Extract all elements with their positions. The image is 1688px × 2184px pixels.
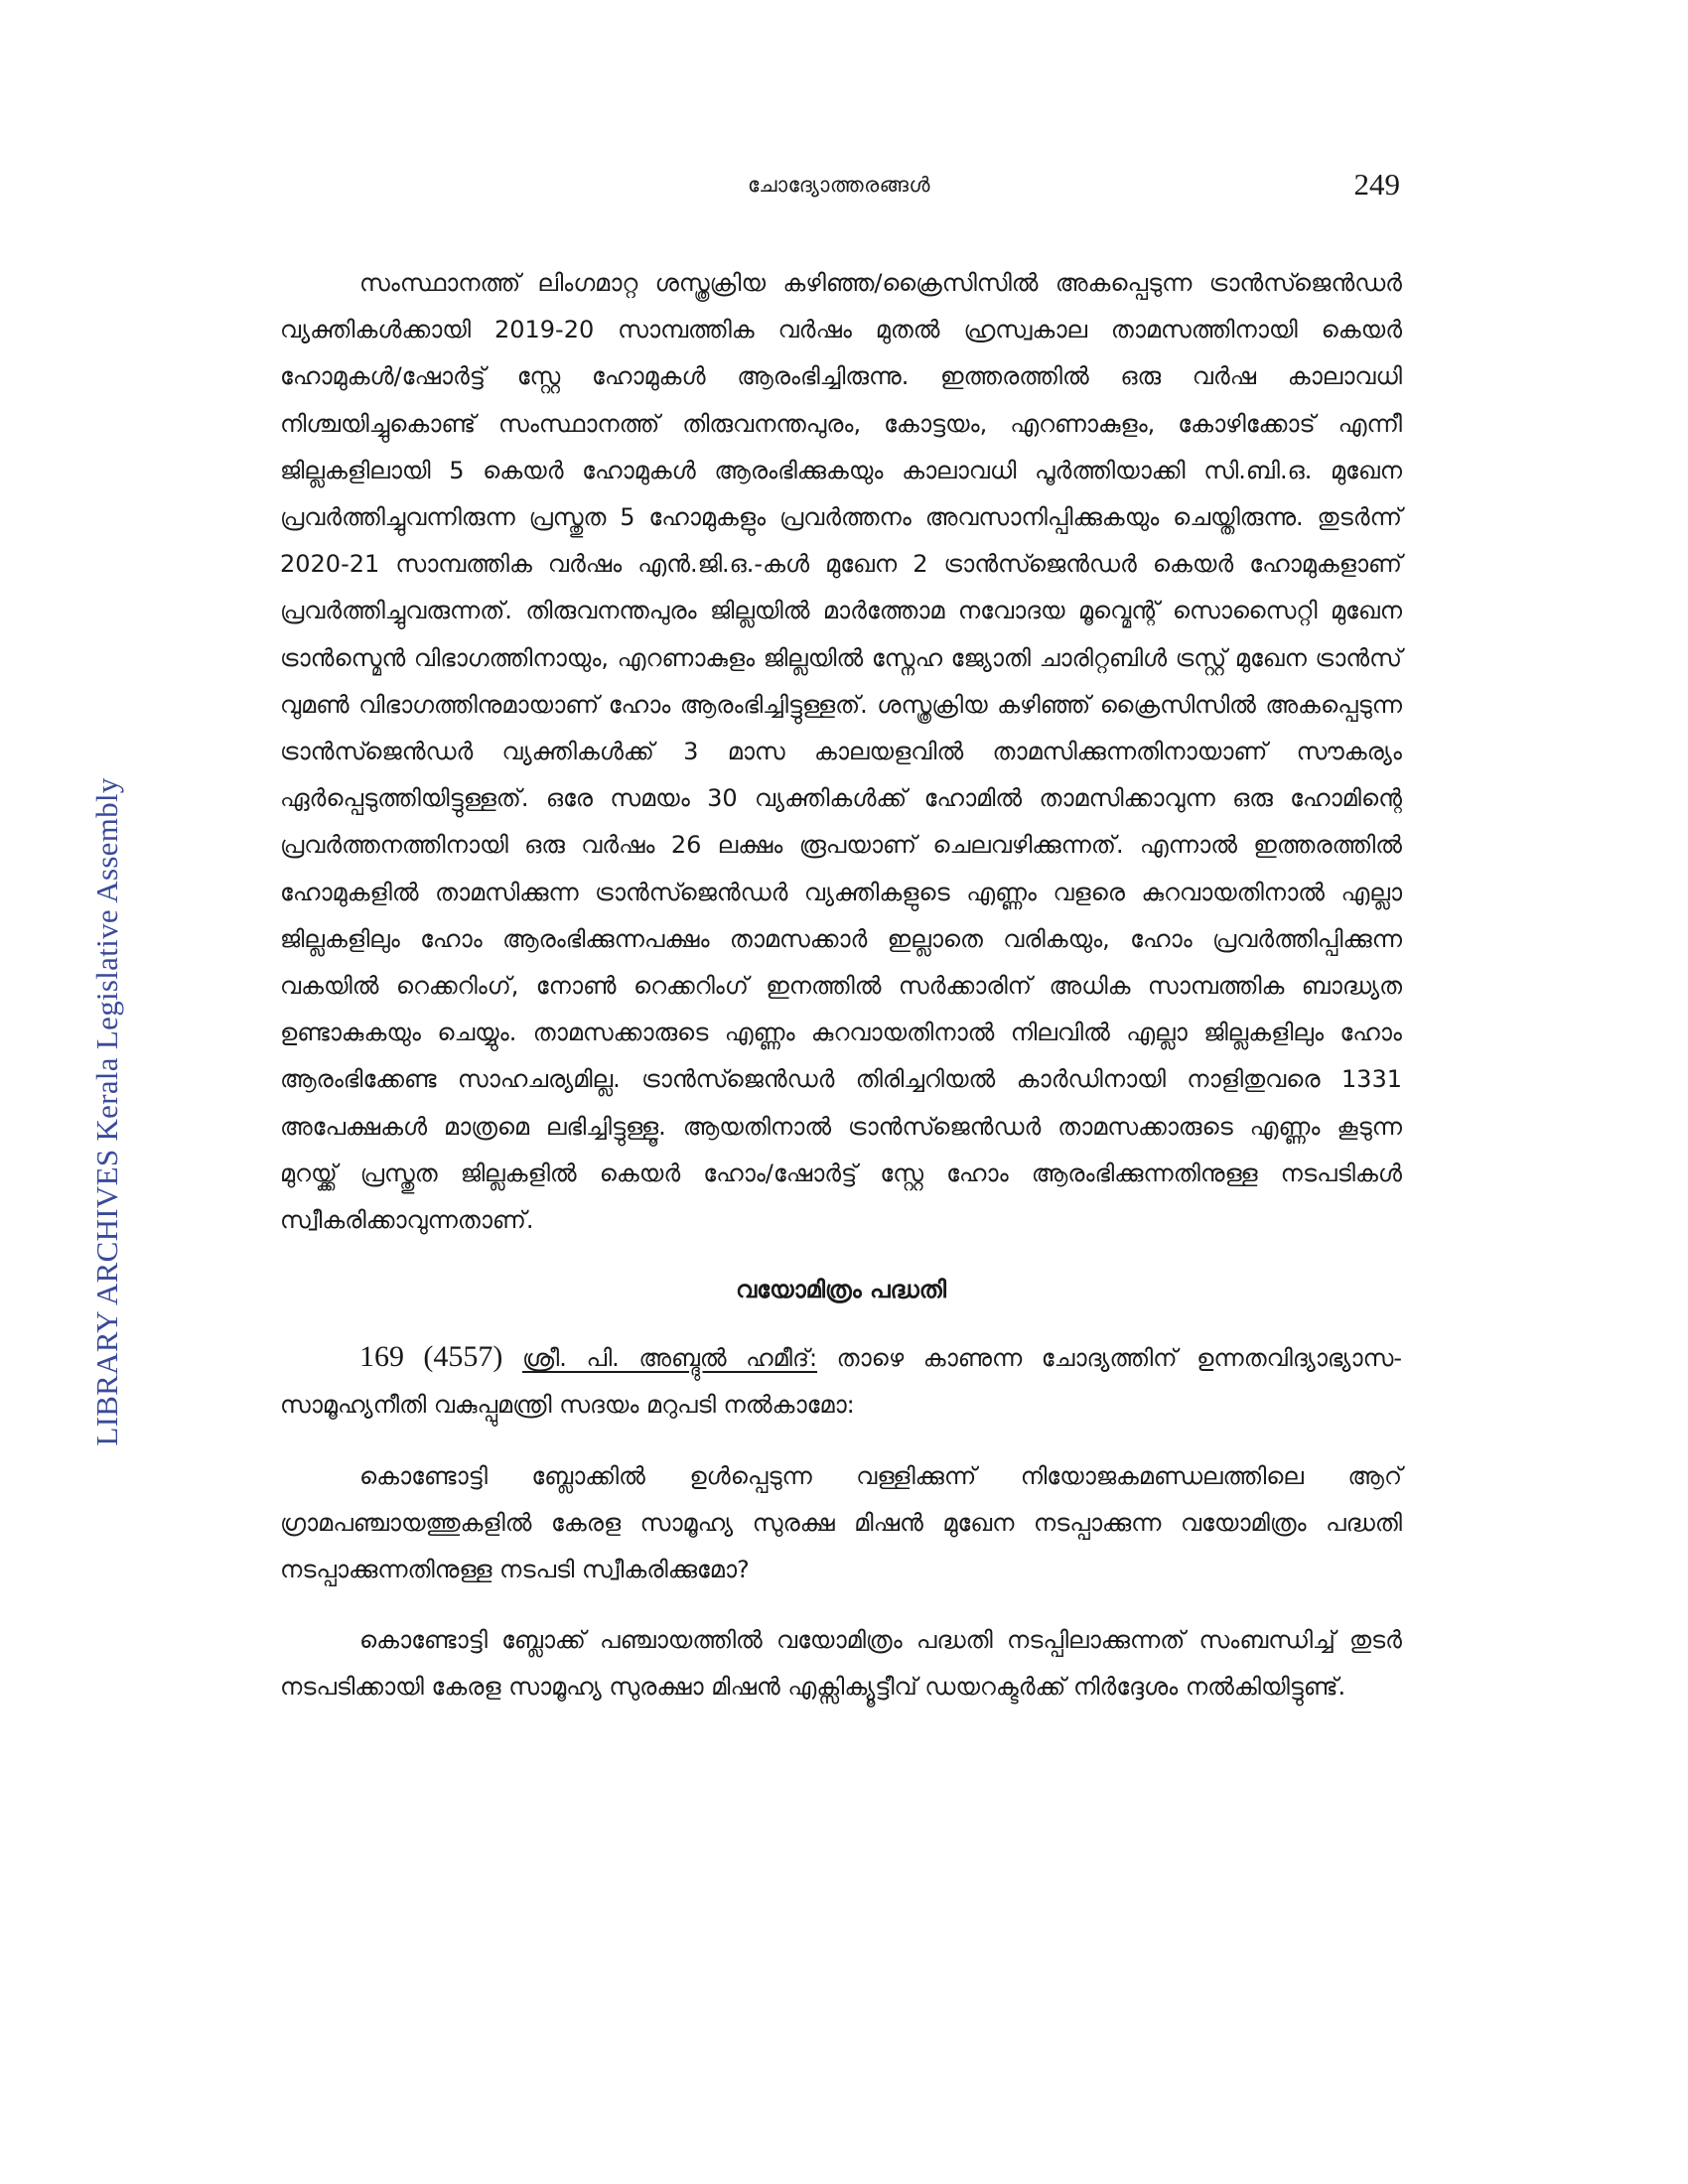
question-number: 169 (4557) — [359, 1340, 503, 1374]
spacer — [280, 1309, 1402, 1333]
running-header — [278, 167, 1400, 206]
section-heading: വയോമിത്രം പദ്ധതി — [736, 1276, 946, 1304]
document-body — [280, 260, 1402, 1711]
question-paragraph: കൊണ്ടോട്ടി ബ്ലോക്കിൽ ഉൾപ്പെടുന്ന വള്ളിക്കുന്ന് നിയോജകമണ്ഡലത്തിലെ ആറ് ഗ്രാമപഞ്ചായത്തുകളിൽ കേരള സാമൂഹ്യ സുരക്ഷ മിഷൻ മുഖേന നടപ്പാക്കുന്ന വയോമിത്രം പദ്ധതി നടപ്പാക്കുന്നതിനുള്ള നടപടി സ്വീകരിക്കുമോ? — [280, 1461, 1402, 1584]
spacer — [280, 1593, 1402, 1617]
page-number: 249 — [1353, 167, 1400, 202]
member-name: ശ്രീ. പി. അബ്ദുൽ ഹമീദ്: — [521, 1344, 818, 1373]
answer-continued-paragraph: സംസ്ഥാനത്ത് ലിംഗമാറ്റ ശസ്ത്രക്രിയ കഴിഞ്ഞ/ക്രൈസിസിൽ അകപ്പെടുന്ന ട്രാൻസ്ജെൻഡർ വ്യക്തികൾക്കായി 2019-20 സാമ്പത്തിക വർഷം മുതൽ ഹ്രസ്വകാല താമസത്തിനായി കെയർ ഹോമുകൾ/ഷോർട്ട് സ്റ്റേ ഹോമുകൾ ആരംഭിച്ചിരുന്നു. ഇത്തരത്തിൽ ഒരു വർഷ കാലാവധി നിശ്ചയിച്ചുകൊണ്ട് സംസ്ഥാനത്ത് തിരുവനന്തപുരം, കോട്ടയം, എറണാകുളം, കോഴിക്കോട് എന്നീ ജില്ലകളിലായി 5 കെയർ ഹോമുകൾ ആരംഭിക്കുകയും കാലാവധി പൂർത്തിയാക്കി സി.ബി.ഒ. മുഖേന പ്രവർത്തിച്ചുവന്നിരുന്ന പ്രസ്തുത 5 ഹോമുകളും പ്രവർത്തനം അവസാനിപ്പിക്കുകയും ചെയ്തിരുന്നു. തുടർന്ന് 2020-21 സാമ്പത്തിക വർഷം എൻ.ജി.ഒ.-കൾ മുഖേന 2 ട്രാൻസ്ജെൻഡർ കെയർ ഹോമുകളാണ് പ്രവർത്തിച്ചുവരുന്നത്. തിരുവനന്തപുരം ജില്ലയിൽ മാർത്തോമ നവോദയ മൂവ്മെന്റ് സൊസൈറ്റി മുഖേന ട്രാൻസ്മെൻ വിഭാഗത്തിനായും, എറണാകുളം ജില്ലയിൽ സ്നേഹ ജ്യോതി ചാരിറ്റബിൾ ട്രസ്റ്റ് മുഖേന ട്രാൻസ് വുമൺ വിഭാഗത്തിനുമായാണ് ഹോം ആരംഭിച്ചിട്ടുള്ളത്. ശസ്ത്രക്രിയ കഴിഞ്ഞ് ക്രൈസിസിൽ അകപ്പെടുന്ന ട്രാൻസ്ജെൻഡർ വ്യക്തികൾക്ക് 3 മാസ കാലയളവിൽ താമസിക്കുന്നതിനായാണ് സൗകര്യം ഏർപ്പെടുത്തിയിട്ടുള്ളത്. ഒരേ സമയം 30 വ്യക്തികൾക്ക് ഹോമിൽ താമസിക്കാവുന്ന ഒരു ഹോമിന്റെ പ്രവർത്തനത്തിനായി ഒരു വർഷം 26 ലക്ഷം രൂപയാണ് ചെലവഴിക്കുന്നത്. എന്നാൽ ഇത്തരത്തിൽ ഹോമുകളിൽ താമസിക്കുന്ന ട്രാൻസ്ജെൻഡർ വ്യക്തികളുടെ എണ്ണം വളരെ കുറവായതിനാൽ എല്ലാ ജില്ലകളിലും ഹോം ആരംഭിക്കുന്നപക്ഷം താമസക്കാർ ഇല്ലാതെ വരികയും, ഹോം പ്രവർത്തിപ്പിക്കുന്ന വകയിൽ റെക്കറിംഗ്, നോൺ റെക്കറിംഗ് ഇനത്തിൽ സർക്കാരിന് അധിക സാമ്പത്തിക ബാദ്ധ്യത ഉണ്ടാകുകയും ചെയ്യും. താമസക്കാരുടെ എണ്ണം കുറവായതിനാൽ നിലവിൽ എല്ലാ ജില്ലകളിലും ഹോം ആരംഭിക്കേണ്ട സാഹചര്യമില്ല. ട്രാൻസ്ജെൻഡർ തിരിച്ചറിയൽ കാർഡിനായി നാളിതുവരെ 1331 അപേക്ഷകൾ മാത്രമെ ലഭിച്ചിട്ടുള്ളൂ. ആയതിനാൽ ട്രാൻസ്ജെൻഡർ താമസക്കാരുടെ എണ്ണം കൂടുന്ന മുറയ്ക്ക് പ്രസ്തുത ജില്ലകളിൽ കെയർ ഹോം/ഷോർട്ട് സ്റ്റേ ഹോം ആരംഭിക്കുന്നതിനുള്ള നടപടികൾ സ്വീകരിക്കാവുന്നതാണ്. — [280, 269, 1402, 1235]
spacer — [280, 1430, 1402, 1453]
watermark-text: LIBRARY ARCHIVES Kerala Legislative Assembly — [89, 777, 124, 1446]
spacer — [280, 1244, 1402, 1270]
header-title: ചോദ്യോത്തരങ്ങൾ — [747, 173, 931, 197]
question-intro-text: താഴെ കാണുന്ന ചോദ്യത്തിന് ഉന്നതവിദ്യാഭ്യാസ-സാമൂഹ്യനീതി വകുപ്പുമന്ത്രി സദയം മറുപടി നൽകാമോ: — [280, 1344, 1403, 1420]
question-intro-paragraph — [280, 1333, 1402, 1429]
answer-paragraph: കൊണ്ടോട്ടി ബ്ലോക്ക് പഞ്ചായത്തിൽ വയോമിത്രം പദ്ധതി നടപ്പിലാക്കുന്നത് സംബന്ധിച്ച് തുടർ നടപടിക്കായി കേരള സാമൂഹ്യ സുരക്ഷാ മിഷൻ എക്സിക്യൂട്ടീവ് ഡയറക്ടർക്ക് നിർദ്ദേശം നൽകിയിട്ടുണ്ട്. — [280, 1626, 1402, 1702]
